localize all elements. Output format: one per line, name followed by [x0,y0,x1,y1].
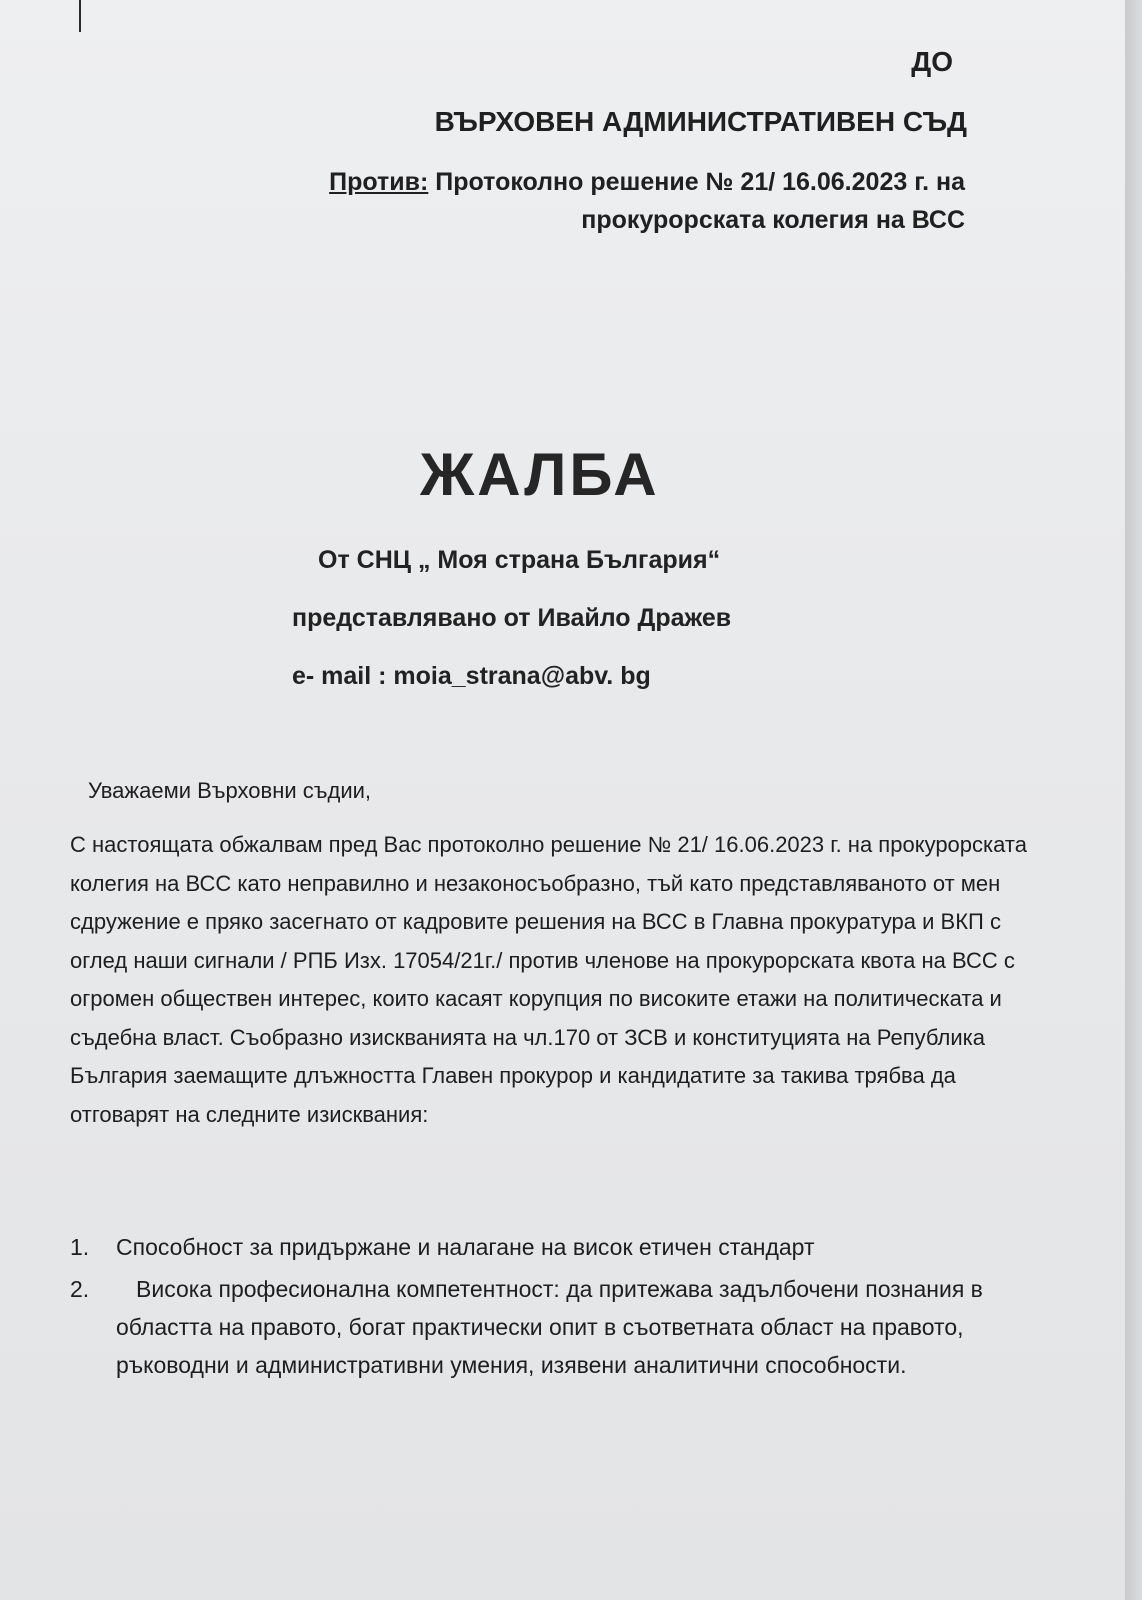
against-line [329,168,965,197]
paper-edge-shadow [1125,0,1142,1600]
body-paragraph: С настоящата обжалвам пред Вас протоколно решение № 21/ 16.06.2023 г. на прокурорската колегия на ВСС като неправилно и незаконосъобразно, тъй като представляваното от мен сдружение е пряко засегнато от кадровите решения на ВСС в Главна прокуратура и ВКП с оглед наши сигнали / РПБ Изх. 17054/21г./ против членове на прокурорската квота на ВСС с огромен обществен интерес, които касаят корупция по високите етажи на политическата и съдебна власт. Съобразно изискванията на чл.170 от ЗСВ и конституцията на Република България заемащите длъжността Главен прокурор и кандидатите за такива трябва да отговарят на следните изисквания: [70,832,1027,1127]
list-item-text: Способност за придържане и налагане на висок етичен стандарт [116,1234,815,1260]
against-label: Против: [329,168,429,196]
greeting: Уважаеми Върховни съдии, [88,778,372,803]
against-text: Протоколно решение № 21/ 16.06.2023 г. на [428,168,965,196]
against-line-2: прокурорската колегия на ВСС [581,206,965,234]
list-item-number: 2. [70,1276,90,1302]
sender-representative: представлявано от Ивайло Дражев [292,604,732,632]
sender-organization: От СНЦ „ Моя страна България“ [318,546,721,574]
list-item [70,1270,1030,1384]
sender-email: e- mail : moia_strana@abv. bg [292,662,651,690]
list-item-text: Висока професионална компетентност: да притежава задълбочени познания в областта на правото, богат практически опит в съответната област на правото, ръководни и административни умения, изявени аналитични способности. [116,1276,983,1378]
requirements-list [70,1228,1030,1384]
addressee-to: ДО [911,46,953,77]
staple-mark [79,0,81,32]
list-item-number: 1. [70,1234,90,1260]
document-title: ЖАЛБА [420,441,660,508]
list-item [70,1228,1030,1266]
addressee-court: ВЪРХОВЕН АДМИНИСТРАТИВЕН СЪД [434,106,967,137]
